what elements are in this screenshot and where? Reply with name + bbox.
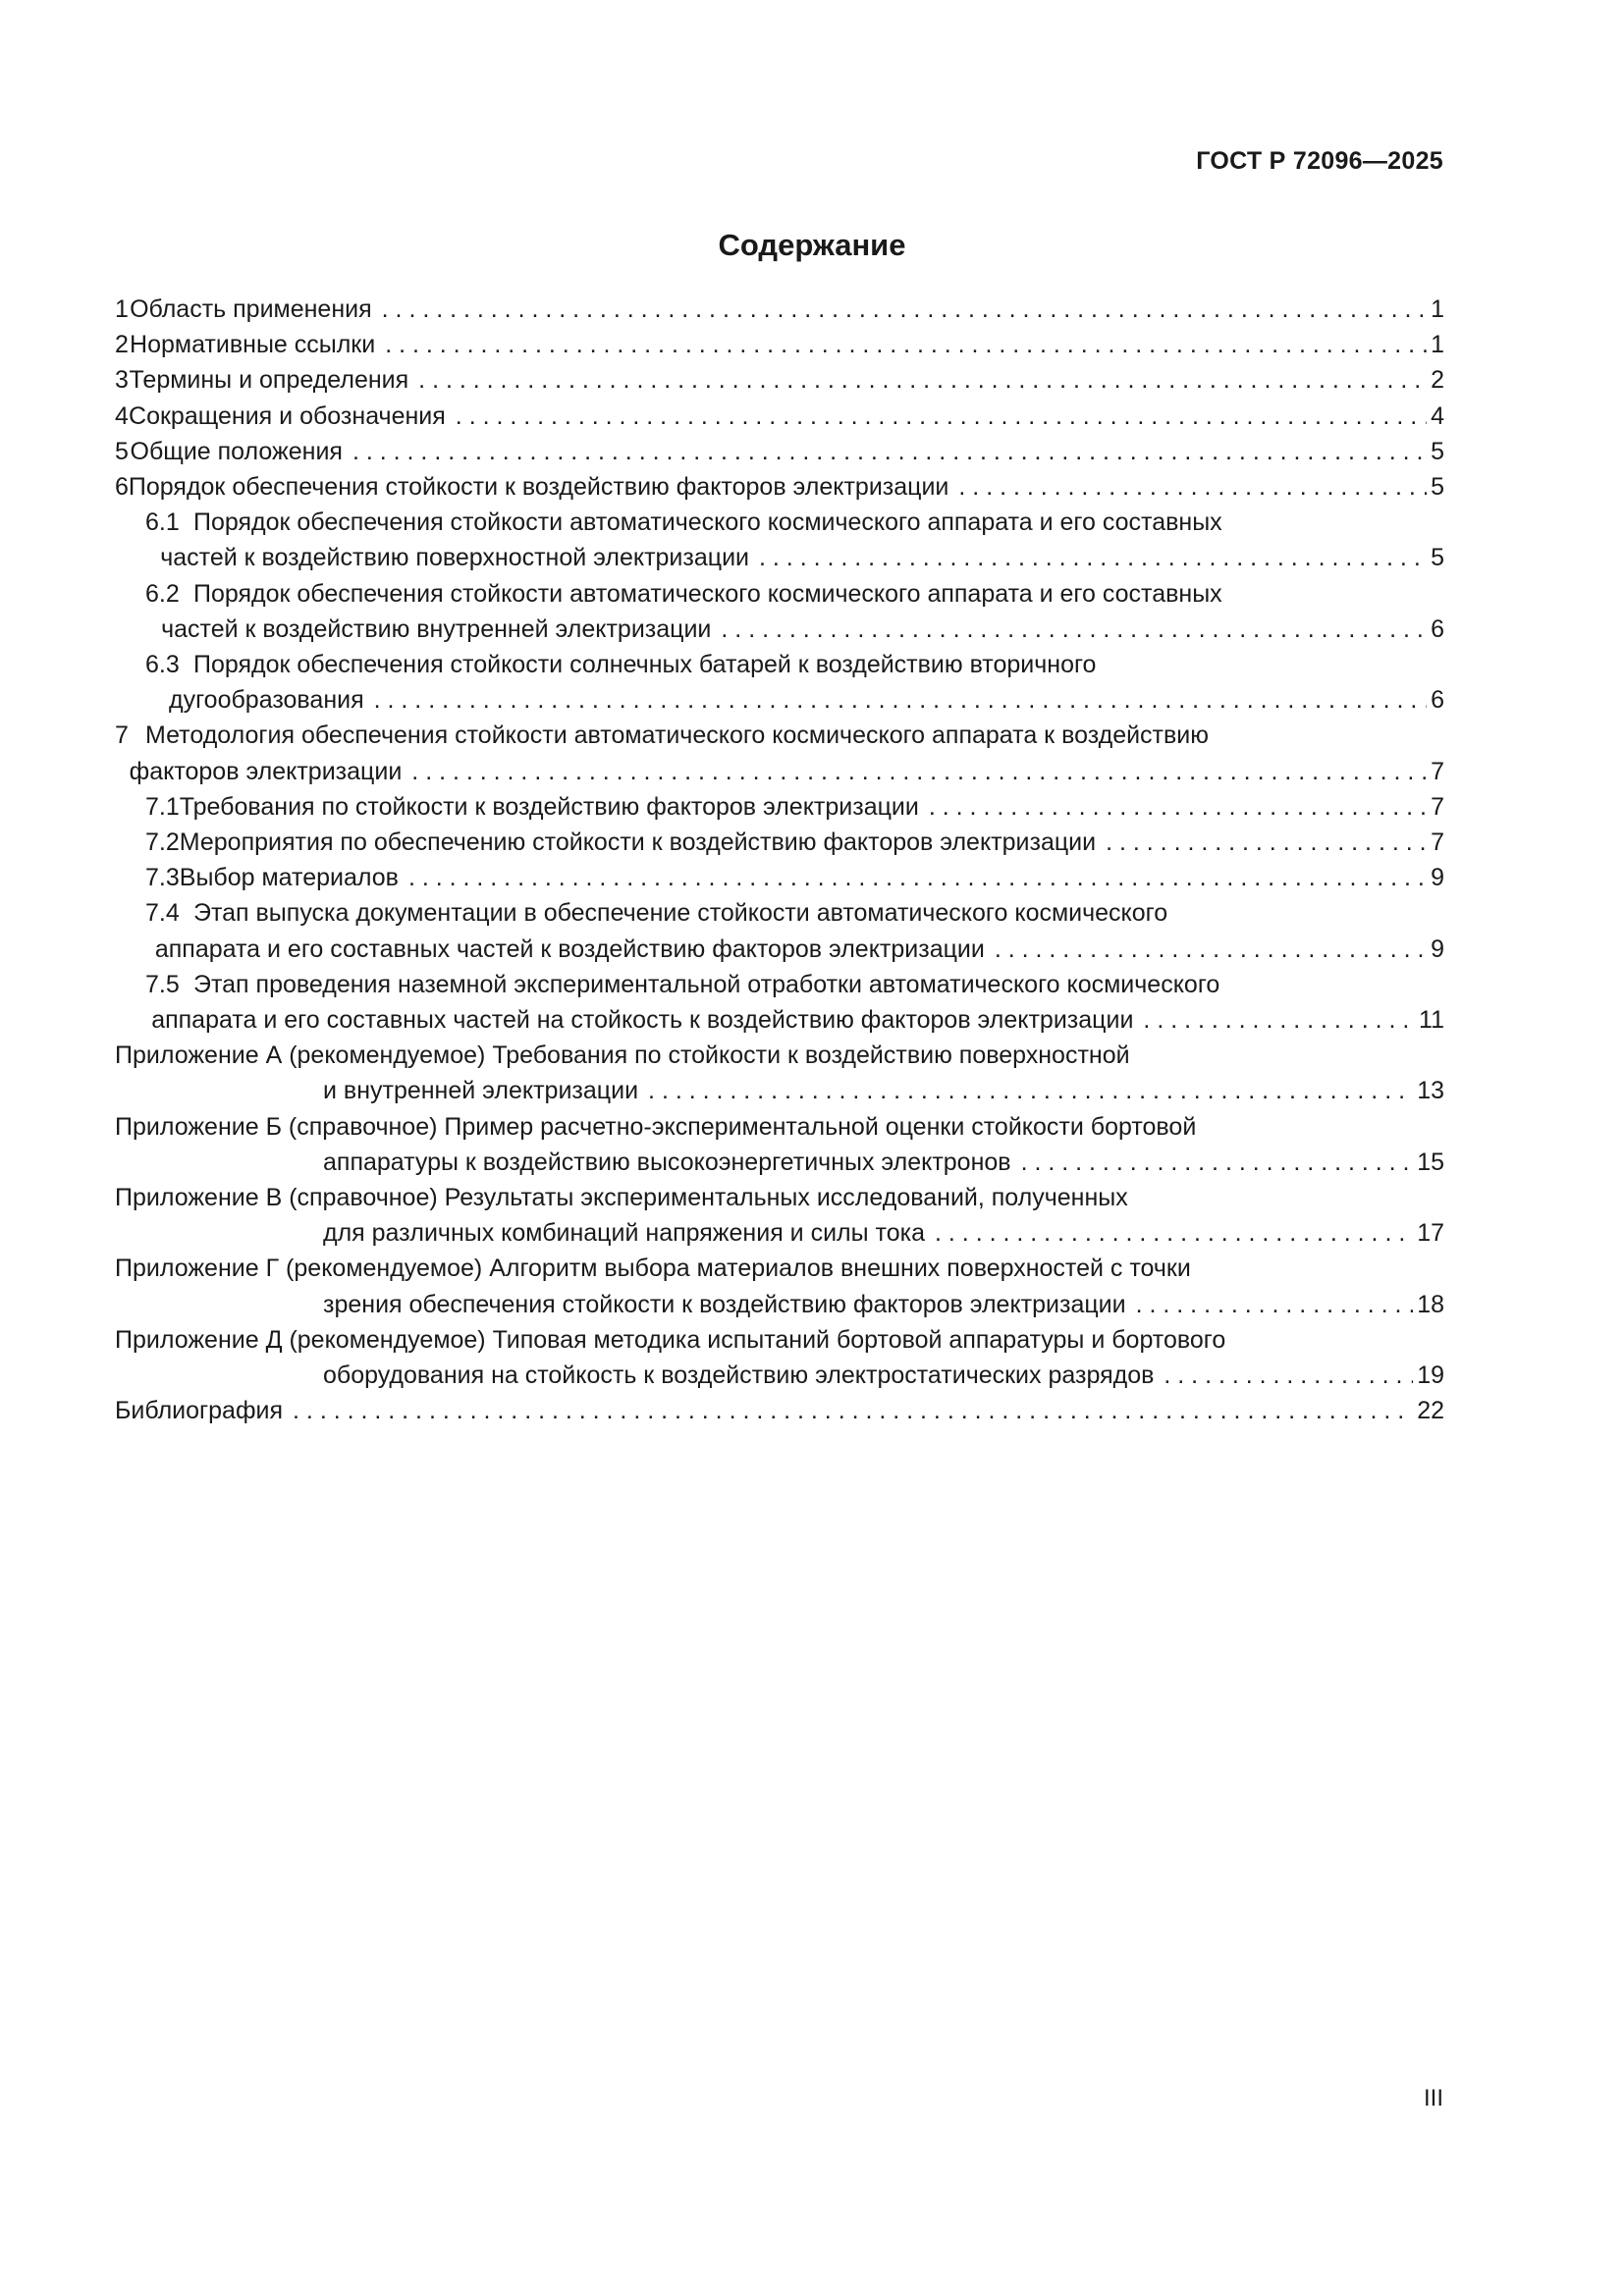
toc-entry-number: 6.2 — [145, 579, 180, 608]
toc-entry-number: 6 — [115, 473, 129, 502]
toc-entry — [115, 362, 1444, 398]
toc-appendix-line — [115, 1322, 1444, 1358]
toc-entry-number: 7 — [115, 721, 129, 750]
toc-entry-number: 7.1 — [145, 792, 180, 821]
toc-entry-line — [115, 327, 1444, 362]
toc-entry-number: 3 — [115, 366, 129, 395]
toc-entry-page: 5 — [1431, 544, 1444, 572]
toc-appendix — [115, 1322, 1444, 1393]
toc-entry-title: Порядок обеспечения стойкости автоматического космического аппарата и его составных — [193, 579, 1222, 608]
toc-appendix-title: Приложение Б (справочное) Пример расчетно-экспериментальной оценки стойкости бортовой — [115, 1112, 1197, 1141]
toc-entry-page: 7 — [1431, 792, 1444, 821]
toc-entry-line — [115, 718, 1444, 753]
toc-entry-title: Выбор материалов — [179, 864, 399, 892]
toc-entry-page: 1 — [1431, 295, 1444, 323]
toc-appendix-title: Приложение А (рекомендуемое) Требования по стойкости к воздействию поверхностной — [115, 1041, 1130, 1070]
toc-entry-title: Сокращения и обозначения — [129, 401, 446, 430]
toc-entry-page: 5 — [1431, 437, 1444, 465]
toc-appendix-page: 19 — [1417, 1362, 1444, 1390]
toc-bibliography-page: 22 — [1417, 1397, 1444, 1425]
toc-appendix-line — [115, 1251, 1444, 1286]
toc-appendix-title: оборудования на стойкость к воздействию электростатических разрядов — [323, 1362, 1155, 1390]
toc-entry-line — [115, 434, 1444, 469]
toc-entry-line — [145, 825, 1444, 860]
dot-leader — [411, 754, 1427, 789]
toc-entry-title: Порядок обеспечения стойкости солнечных батарей к воздействию вторичного — [193, 651, 1097, 679]
toc-entry-title: Этап выпуска документации в обеспечение стойкости автоматического космического — [193, 899, 1168, 928]
toc-entry-number: 1 — [115, 295, 129, 323]
toc-entry — [115, 292, 1444, 327]
toc-entry — [115, 327, 1444, 362]
toc-entry-page: 5 — [1431, 473, 1444, 502]
toc-entry-line — [115, 754, 1444, 789]
toc-entry-number: 7.5 — [145, 970, 180, 998]
toc-entry — [115, 967, 1444, 1038]
toc-entry-line — [145, 505, 1444, 540]
toc-appendix-line — [115, 1287, 1444, 1322]
toc-entry-line — [145, 576, 1444, 612]
toc-entry — [115, 718, 1444, 788]
toc-entry-title: Нормативные ссылки — [130, 331, 376, 359]
toc-entry-number: 7.3 — [145, 864, 180, 892]
toc-entry — [115, 469, 1444, 505]
toc-entry-number: 4 — [115, 401, 129, 430]
toc-entry-line — [145, 789, 1444, 825]
dot-leader — [352, 434, 1427, 469]
toc-entry-number: 6.1 — [145, 508, 180, 537]
toc-entry-number: 2 — [115, 331, 129, 359]
dot-leader — [1106, 825, 1427, 860]
toc-appendix-line — [115, 1215, 1444, 1251]
dot-leader — [1164, 1358, 1413, 1393]
toc-entry-title: Мероприятия по обеспечению стойкости к воздействию факторов электризации — [179, 828, 1097, 857]
toc-entry-line — [145, 895, 1444, 931]
toc-entry-title: аппарата и его составных частей на стойкость к воздействию факторов электризации — [151, 1006, 1134, 1035]
toc-entry-title: частей к воздействию внутренней электризации — [161, 614, 712, 643]
toc-entry-line — [145, 967, 1444, 1002]
dot-leader — [385, 327, 1427, 362]
toc-appendix-line — [115, 1073, 1444, 1108]
toc-entry-line — [115, 399, 1444, 434]
toc-entry-page: 9 — [1431, 864, 1444, 892]
toc-entry-title: частей к воздействию поверхностной электризации — [160, 544, 750, 572]
toc-appendix-line — [115, 1109, 1444, 1145]
toc-entry — [115, 434, 1444, 469]
toc-entry-title: Порядок обеспечения стойкости к воздействию факторов электризации — [128, 473, 949, 502]
toc-entry — [115, 789, 1444, 825]
toc-entry-title: аппарата и его составных частей к воздействию факторов электризации — [154, 934, 985, 963]
toc-entry-title: Область применения — [130, 295, 372, 323]
toc-entry-title: Общие положения — [130, 437, 343, 465]
toc-entry-page: 6 — [1431, 614, 1444, 643]
dot-leader — [935, 1215, 1413, 1251]
toc-entry-title: дугообразования — [169, 686, 364, 715]
toc-entry-number: 6.3 — [145, 651, 180, 679]
dot-leader — [382, 292, 1427, 327]
toc-entry-line — [145, 1002, 1444, 1038]
dot-leader — [958, 469, 1427, 505]
toc-appendix-line — [115, 1038, 1444, 1073]
toc-appendix-title: и внутренней электризации — [323, 1077, 639, 1105]
toc-entry-page: 11 — [1419, 1006, 1444, 1035]
toc-bibliography-line — [115, 1393, 1444, 1428]
toc-appendix — [115, 1109, 1444, 1180]
dot-leader — [648, 1073, 1413, 1108]
toc-entry-page: 4 — [1431, 401, 1444, 430]
dot-leader — [408, 860, 1427, 895]
toc-entry — [115, 647, 1444, 718]
dot-leader — [456, 399, 1427, 434]
dot-leader — [929, 789, 1427, 825]
toc-appendix-title: для различных комбинаций напряжения и силы тока — [323, 1219, 926, 1248]
toc-entry-line — [145, 932, 1444, 967]
dot-leader — [293, 1393, 1413, 1428]
toc-entry — [115, 576, 1444, 647]
toc-entry-page: 9 — [1431, 934, 1444, 963]
toc-appendix-title: Приложение Д (рекомендуемое) Типовая методика испытаний бортовой аппаратуры и бортового — [115, 1325, 1226, 1354]
toc-appendix-line — [115, 1358, 1444, 1393]
toc-appendix — [115, 1180, 1444, 1251]
toc-entry-line — [145, 647, 1444, 682]
document-code: ГОСТ Р 72096—2025 — [1196, 147, 1443, 175]
dot-leader — [374, 682, 1427, 718]
dot-leader — [759, 540, 1427, 575]
toc-entry-number: 7.4 — [145, 899, 180, 928]
toc-entry — [115, 399, 1444, 434]
toc-appendix-page: 18 — [1417, 1290, 1444, 1318]
toc-appendix-page: 17 — [1417, 1219, 1444, 1248]
toc-entry — [115, 860, 1444, 895]
toc-entry-line — [115, 469, 1444, 505]
toc-bibliography-title: Библиография — [115, 1397, 284, 1425]
toc-appendix-page: 15 — [1417, 1148, 1444, 1176]
toc-entry-title: Методология обеспечения стойкости автоматического космического аппарата к воздействию — [145, 721, 1210, 750]
table-of-contents — [115, 292, 1444, 1429]
toc-entry-line — [145, 860, 1444, 895]
toc-entry-page: 6 — [1431, 686, 1444, 715]
toc-bibliography — [115, 1393, 1444, 1428]
dot-leader — [721, 612, 1427, 647]
page-number: III — [1423, 2085, 1443, 2111]
toc-appendix-title: Приложение Г (рекомендуемое) Алгоритм выбора материалов внешних поверхностей с точки — [115, 1255, 1191, 1283]
toc-appendix-title: Приложение В (справочное) Результаты экспериментальных исследований, полученных — [115, 1184, 1128, 1212]
toc-entry-line — [115, 292, 1444, 327]
toc-entry-title: Порядок обеспечения стойкости автоматического космического аппарата и его составных — [193, 508, 1222, 537]
toc-entry-title: Этап проведения наземной экспериментальной отработки автоматического космического — [193, 970, 1220, 998]
toc-entry-page: 7 — [1431, 828, 1444, 857]
toc-entry-line — [115, 362, 1444, 398]
toc-entry-page: 7 — [1431, 757, 1444, 785]
toc-entry — [115, 825, 1444, 860]
dot-leader — [418, 362, 1427, 398]
toc-entry-page: 1 — [1431, 331, 1444, 359]
toc-entry-line — [145, 540, 1444, 575]
dot-leader — [1136, 1287, 1414, 1322]
toc-entry-title: Требования по стойкости к воздействию факторов электризации — [179, 792, 919, 821]
toc-appendix — [115, 1038, 1444, 1108]
toc-entry-title: Термины и определения — [129, 366, 409, 395]
toc-entry-page: 2 — [1431, 366, 1444, 395]
toc-appendix-title: зрения обеспечения стойкости к воздействию факторов электризации — [323, 1290, 1126, 1318]
toc-entry-line — [145, 682, 1444, 718]
toc-entry-title: факторов электризации — [129, 757, 403, 785]
toc-appendix-line — [115, 1145, 1444, 1180]
toc-appendix-page: 13 — [1417, 1077, 1444, 1105]
toc-appendix — [115, 1251, 1444, 1321]
toc-appendix-title: аппаратуры к воздействию высокоэнергетичных электронов — [323, 1148, 1011, 1176]
dot-leader — [1143, 1002, 1415, 1038]
dot-leader — [1021, 1145, 1414, 1180]
toc-entry-number: 7.2 — [145, 828, 180, 857]
toc-title: Содержание — [718, 228, 906, 262]
toc-appendix-line — [115, 1180, 1444, 1215]
toc-entry — [115, 895, 1444, 966]
toc-entry — [115, 505, 1444, 575]
dot-leader — [995, 932, 1427, 967]
toc-entry-number: 5 — [115, 437, 129, 465]
toc-entry-line — [145, 612, 1444, 647]
